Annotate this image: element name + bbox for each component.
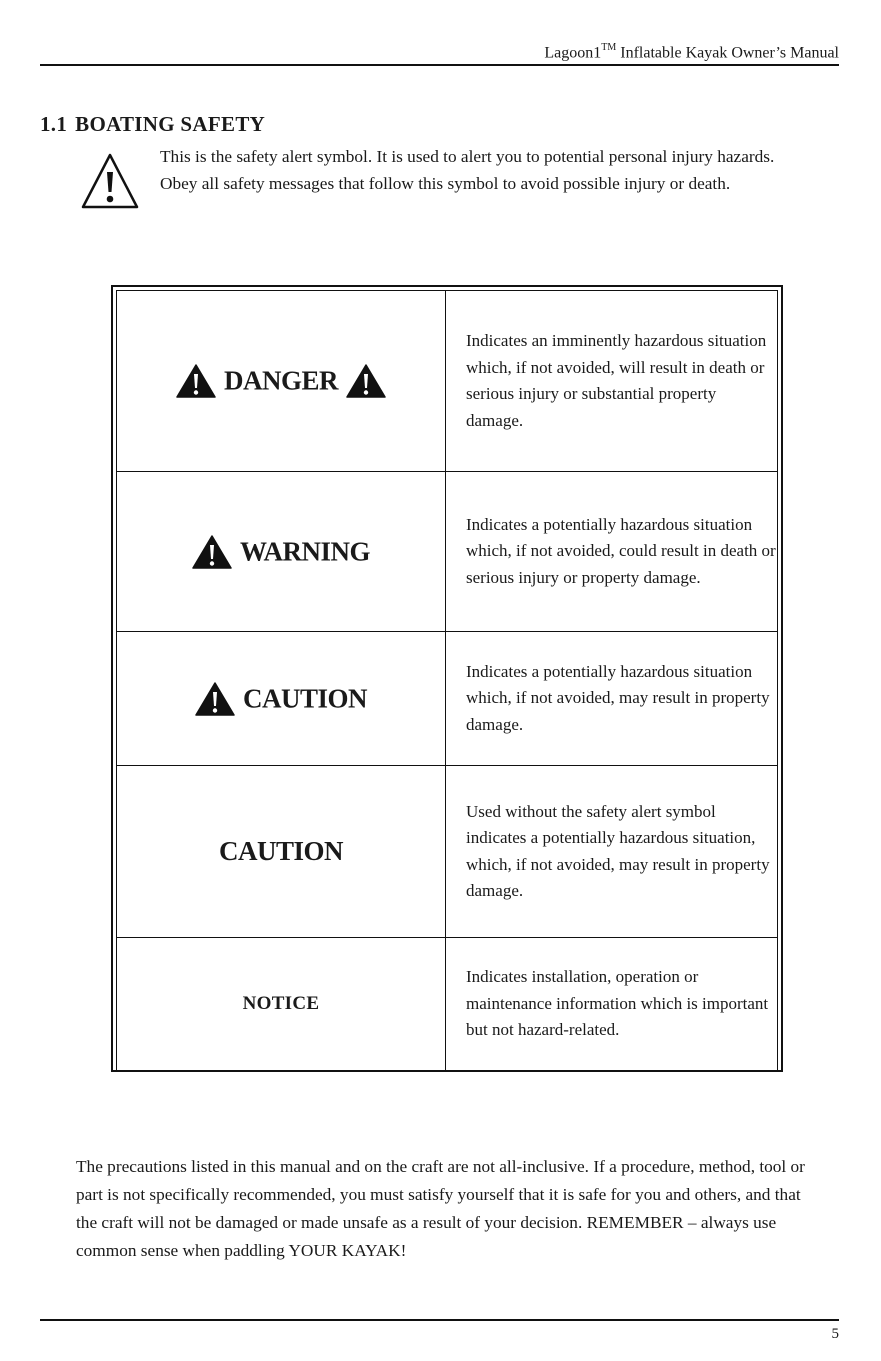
signal-cell-notice — [117, 938, 446, 1071]
description-caution-symbol: Indicates a potentially hazardous situation which, if not avoided, may result in property damage. — [446, 632, 778, 766]
warning-triangle-icon — [192, 535, 232, 569]
trademark-symbol: TM — [601, 42, 617, 53]
warning-triangle-icon — [346, 364, 386, 398]
signal-cell-caution-plain — [117, 766, 446, 938]
precautions-paragraph: The precautions listed in this manual and on the craft are not all-inclusive. If a procedure, method, tool or part is not specifically recommended, you must satisfy yourself that it is safe for you and others, and that the craft will not be damaged or made unsafe as a result of your decision. REMEMBER – always use common sense when paddling YOUR KAYAK! — [76, 1157, 805, 1260]
table-row — [117, 766, 778, 938]
footer-divider — [40, 1319, 839, 1321]
signal-word-warning: WARNING — [239, 536, 370, 566]
description-danger: Indicates an imminently hazardous situation which, if not avoided, will result in death or serious injury or substantial property damage. — [446, 291, 778, 472]
page-number: 5 — [831, 1326, 839, 1342]
table-row — [117, 291, 778, 472]
table-row — [117, 938, 778, 1071]
signal-cell-danger — [117, 291, 446, 472]
page-header — [40, 38, 839, 66]
signal-word-notice: NOTICE — [242, 993, 320, 1014]
safety-alert-text: This is the safety alert symbol. It is used to alert you to potential personal injury hazards. Obey all safety messages that follow this symbol to avoid possible injury or death. — [160, 147, 775, 193]
warning-triangle-icon — [195, 682, 235, 716]
warning-triangle-icon — [176, 364, 216, 398]
safety-alert-triangle-icon — [80, 152, 140, 210]
section-heading: BOATING SAFETY — [75, 112, 266, 136]
manual-title-prefix: Lagoon1 — [544, 44, 602, 62]
manual-title-suffix: Inflatable Kayak Owner’s Manual — [616, 44, 839, 62]
signal-cell-caution-symbol — [117, 632, 446, 766]
signal-word-table — [111, 285, 783, 1072]
signal-cell-warning — [117, 472, 446, 632]
description-caution-plain: Used without the safety alert symbol indicates a potentially hazardous situation, which, if not avoided, may result in property damage. — [446, 766, 778, 938]
signal-word-caution: CAUTION — [242, 683, 367, 713]
table-row — [117, 632, 778, 766]
signal-word-danger: DANGER — [223, 365, 338, 396]
description-notice: Indicates installation, operation or maintenance information which is important but not hazard-related. — [446, 938, 778, 1071]
table-row — [117, 472, 778, 632]
description-warning: Indicates a potentially hazardous situation which, if not avoided, could result in death or serious injury or property damage. — [446, 472, 778, 632]
section-number: 1.1 — [40, 112, 68, 136]
section-title — [40, 112, 265, 137]
signal-word-caution-plain: CAUTION — [218, 836, 343, 866]
